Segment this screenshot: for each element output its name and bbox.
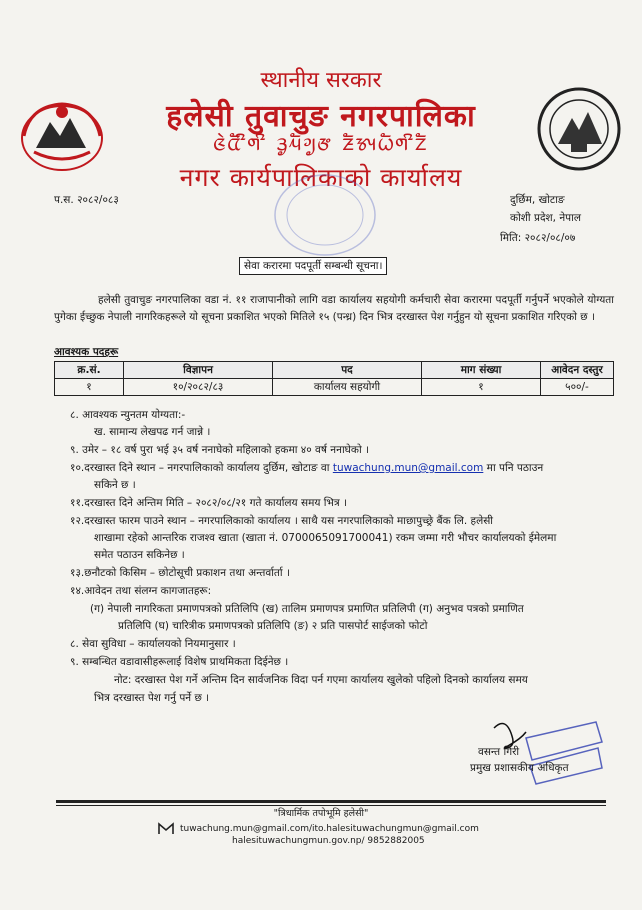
letter-date: मिति: २०८२/०८/०७	[500, 232, 576, 244]
table-cell: ५००/-	[541, 379, 614, 396]
note-line: नोट: दरखास्त पेश गर्ने अन्तिम दिन सार्वजनिक विदा पर्न गएमा कार्यालय खुलेको पहिलो दिनको कार्यालय समय	[114, 674, 528, 686]
table-header: माग संख्या	[422, 362, 541, 379]
table-header-row	[55, 362, 614, 379]
list-item-text: मा पनि पठाउन	[486, 462, 544, 474]
list-item: ख. सामान्य लेखपढ गर्न जान्ने ।	[94, 426, 211, 438]
table-row	[55, 379, 614, 396]
list-item: १२.दरखास्त फारम पाउने स्थान – नगरपालिकाको कार्यालय । साथै यस नगरपालिकाको माछापुच्छ्रे बैंक लि. हलेसी	[70, 515, 494, 527]
address-line-1: दुर्छिम, खोटाङ	[510, 194, 565, 206]
table-cell: कार्यालय सहयोगी	[273, 379, 422, 396]
table-header: विज्ञापन	[124, 362, 273, 379]
footer-website[interactable]: halesituwachungmun.gov.np/ 9852882005	[232, 836, 425, 846]
list-item: ८. सेवा सुविधा – कार्यालयको नियमानुसार ।	[70, 638, 236, 650]
table-cell: १	[55, 379, 124, 396]
table-cell: १०/२०८२/८३	[124, 379, 273, 396]
list-item: (ग) नेपाली नागरिकता प्रमाणपत्रको प्रतिलिपि (ख) तालिम प्रमाणपत्र प्रमाणित प्रतिलिपी (ग) अनुभव पत्रको प्रमाणित	[90, 603, 524, 615]
list-item: प्रतिलिपि (घ) चारित्रीक प्रमाणपत्रको प्रतिलिपि (ङ) २ प्रति पासपोर्ट साईजको फोटो	[118, 620, 428, 632]
office-title: नगर कार्यपालिकाको कार्यालय	[179, 163, 463, 192]
list-item: ११.दरखास्त दिने अन्तिम मिति – २०८२/०८/२१ गते कार्यालय समय भित्र ।	[70, 497, 347, 509]
table-header: पद	[273, 362, 422, 379]
note-line: भित्र दरखास्त पेश गर्नु पर्ने छ ।	[94, 692, 210, 704]
list-item: सकिने छ ।	[94, 479, 136, 491]
list-item: ८. आवश्यक न्युनतम योग्यता:-	[70, 409, 186, 421]
office-stamp	[270, 170, 380, 260]
list-item	[70, 460, 543, 477]
list-item: ९. सम्बन्धित वडावासीहरूलाई विशेष प्राथमिकता दिईनेछ ।	[70, 656, 289, 668]
signatory-title: प्रमुख प्रशासकीय अधिकृत	[470, 762, 569, 774]
table-cell: १	[422, 379, 541, 396]
email-link[interactable]: tuwachung.mun@gmail.com	[332, 462, 484, 474]
municipality-title: हलेसी तुवाचुङ नगरपालिका	[166, 99, 476, 134]
address-line-2: कोशी प्रदेश, नेपाल	[510, 212, 581, 224]
list-item: १३.छनौटको किसिम – छोटोसूची प्रकाशन तथा अन्तर्वार्ता ।	[70, 567, 290, 579]
list-item: समेत पठाउन सकिनेछ ।	[94, 549, 185, 561]
list-item: ९. उमेर – १८ वर्ष पुरा भई ३५ वर्ष ननाघेको महिलाको हकमा ४० वर्ष ननाघेको ।	[70, 444, 369, 456]
footer-email[interactable]: tuwachung.mun@gmail.com/ito.halesituwachungmun@gmail.com	[180, 824, 479, 834]
intro-paragraph: हलेसी तुवाचुङ नगरपालिका वडा नं. ११ राजापानीको लागि वडा कार्यालय सहयोगी कर्मचारी सेवा करारमा पदपूर्ती गर्नुपर्ने भएकोले योग्यता पुगेका ईच्छुक नेपाली नागरिकहरूले यो सूचना प्रकाशित भएको मितिले १५ (पन्ध्र) दिन भित्र दरखास्त पेश गर्नुहुन यो सूचना प्रकाशित गरिएको छ ।	[54, 294, 614, 323]
subject: सेवा करारमा पदपूर्ती सम्बन्धी सूचना।	[239, 257, 387, 275]
list-item: शाखामा रहेको आन्तरिक राजश्व खाता (खाता नं. 0700065091700041) रकम जम्मा गरी भौचर कार्यालयको ईमेलमा	[94, 532, 557, 544]
list-item: १४.आवेदन तथा संलग्न कागजातहरू:	[70, 585, 212, 597]
government-title: स्थानीय सरकार	[260, 68, 382, 93]
reference-number: प.स. २०८२/०८३	[54, 194, 119, 206]
signatory-name: वसन्त गिरी	[478, 746, 520, 758]
requirements-table	[54, 361, 614, 396]
list-item-text: १०.दरखास्त दिने स्थान – नगरपालिकाको कार्यालय दुर्छिम, खोटाङ वा	[70, 462, 330, 474]
requirements-title: आवश्यक पदहरू	[54, 346, 119, 358]
municipality-script-title: ᤜᤧᤂᤠᤡᤛᤡ ᤋᤢᤘᤠᤆᤢᤅ ᤏᤠᤃᤵᤐᤠᤛᤡᤁᤠ	[213, 128, 429, 156]
table-header: आवेदन दस्तुर	[541, 362, 614, 379]
mail-icon	[157, 821, 175, 835]
table-header: क्र.सं.	[55, 362, 124, 379]
footer-slogan: "त्रिधार्मिक तपोभूमि हलेसी"	[273, 808, 369, 819]
